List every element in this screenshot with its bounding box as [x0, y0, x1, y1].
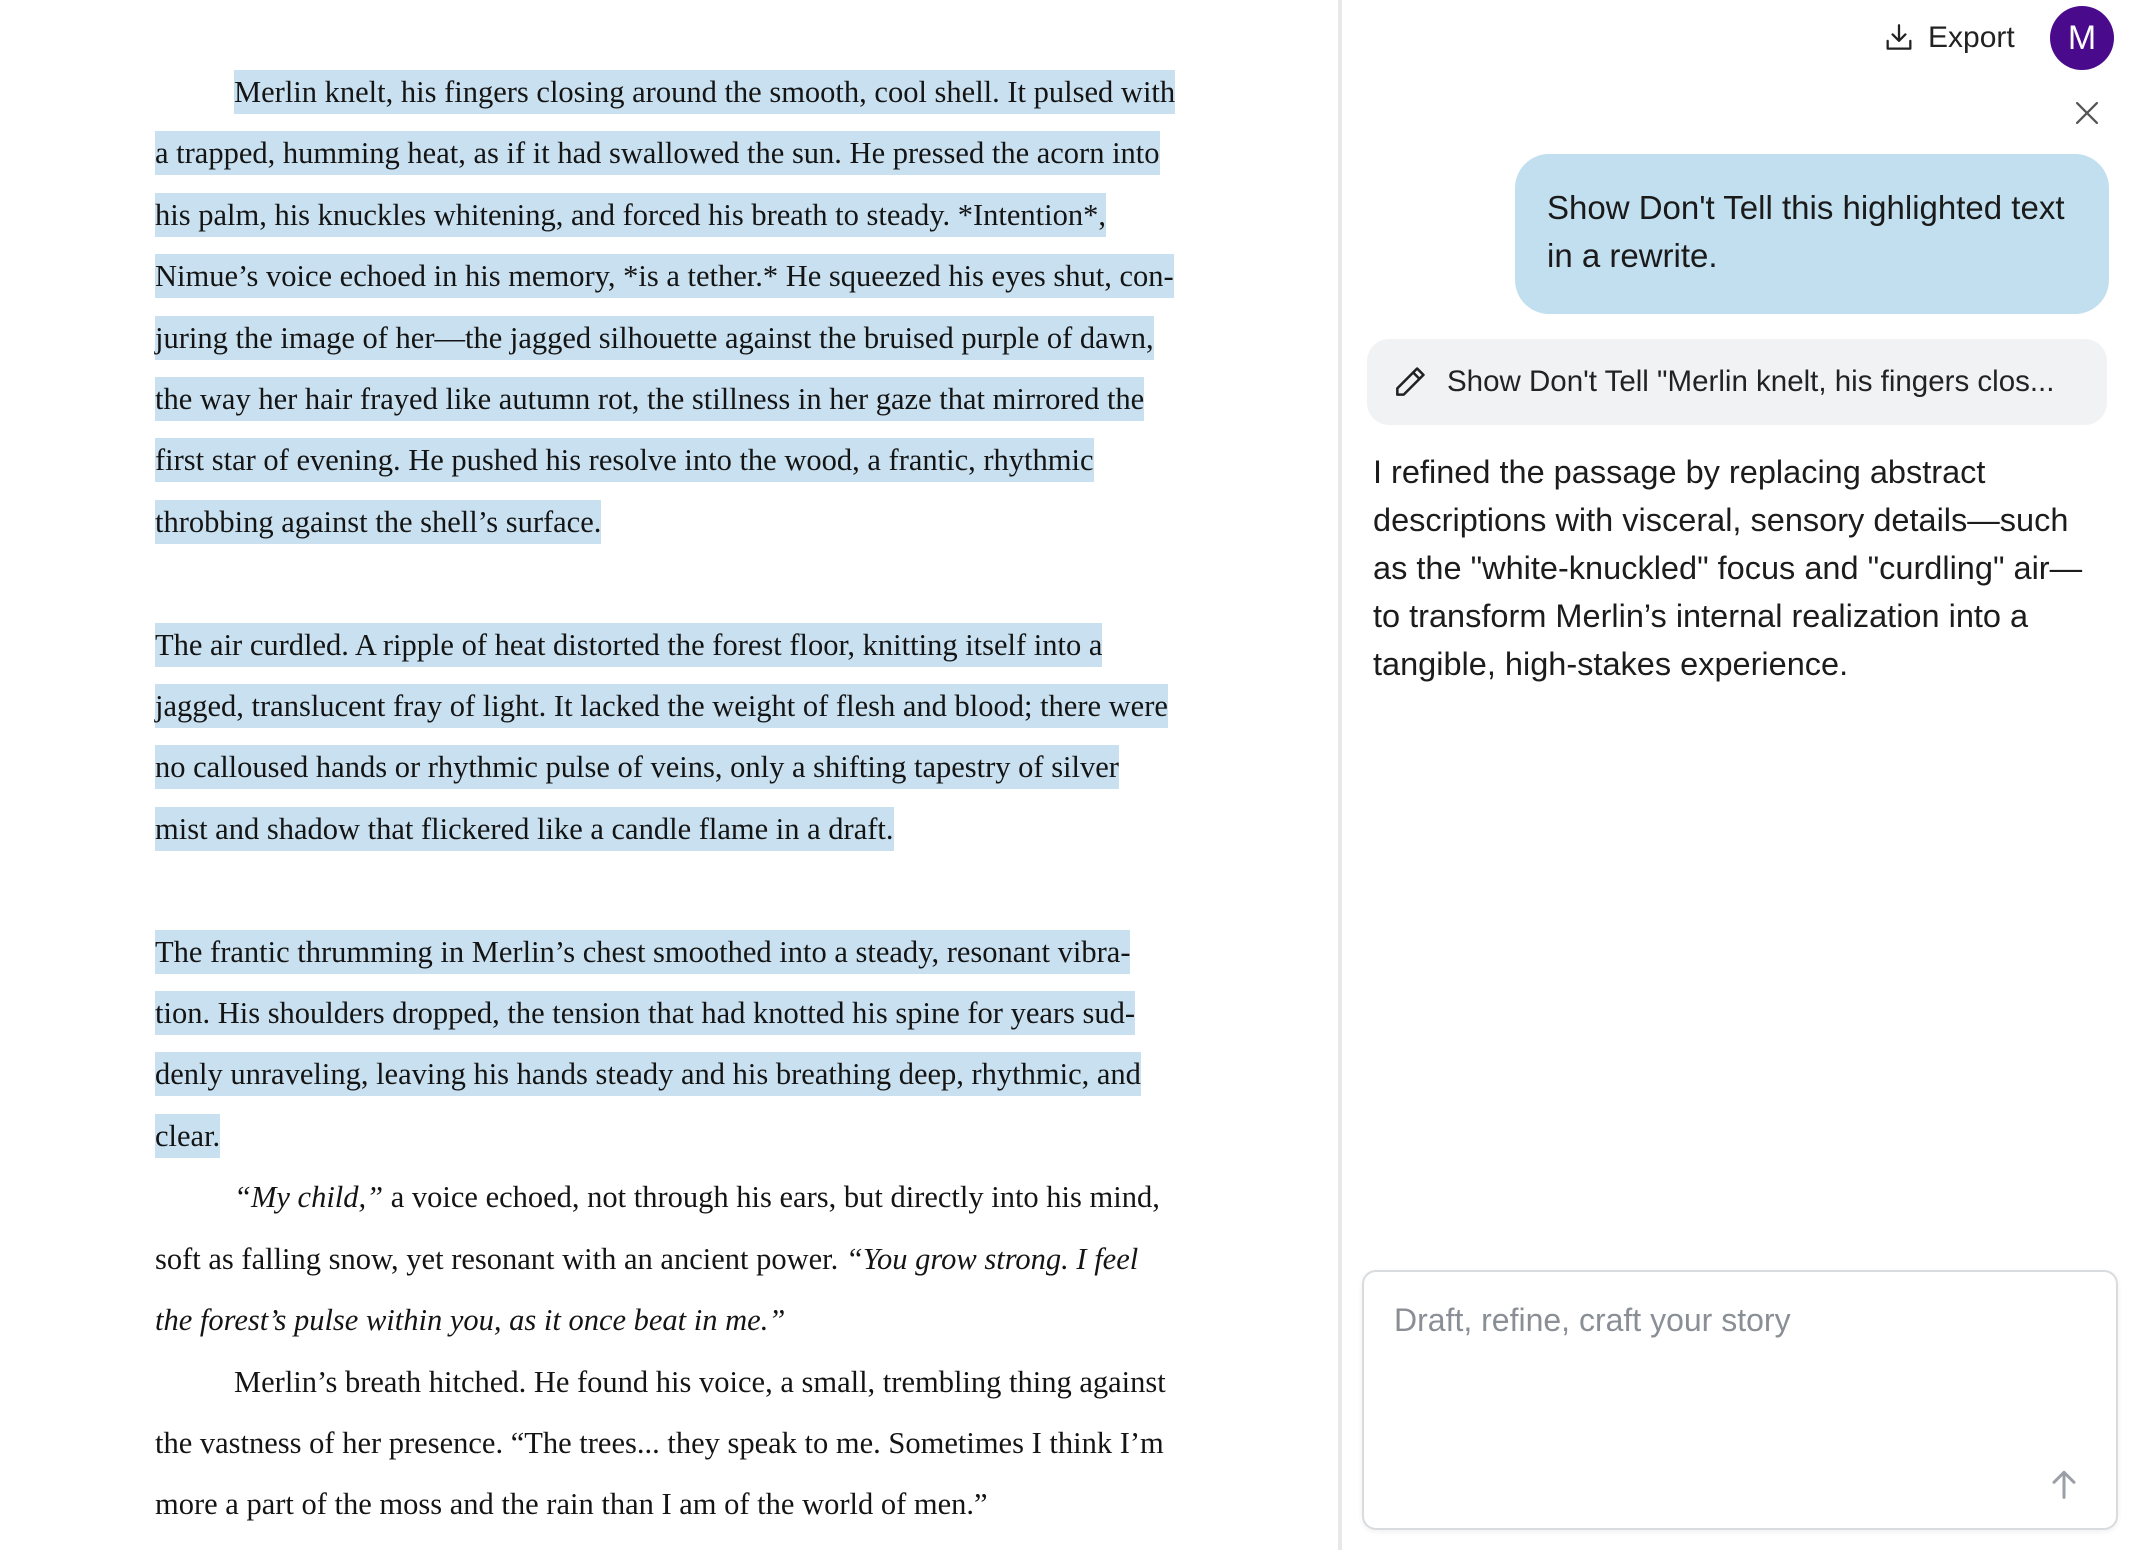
dialogue-italic: “You grow strong. I feel: [845, 1241, 1139, 1276]
highlighted-line: denly unraveling, leaving his hands steady and his breathing deep, rhythmic, and: [155, 1052, 1141, 1096]
highlighted-line: The frantic thrumming in Merlin’s chest smoothed into a steady, resonant vibra-: [155, 930, 1130, 974]
assistant-reply: [1373, 448, 2088, 688]
paragraph-gap: [155, 860, 1195, 921]
paragraph-5: [155, 1352, 1195, 1413]
avatar-initial: M: [2067, 18, 2097, 57]
close-icon[interactable]: [2070, 96, 2104, 130]
document-body[interactable]: [155, 62, 1195, 1536]
highlighted-line: his palm, his knuckles whitening, and forced his breath to steady. *Intention*,: [155, 193, 1106, 237]
highlighted-line: juring the image of her—the jagged silhouette against the bruised purple of dawn,: [155, 316, 1154, 360]
highlighted-line: throbbing against the shell’s surface.: [155, 500, 601, 544]
highlighted-line: tion. His shoulders dropped, the tension that had knotted his spine for years sud-: [155, 991, 1135, 1035]
paragraph-5-cont: [155, 1413, 1195, 1536]
paragraph-1-cont: [155, 123, 1195, 553]
highlighted-line: clear.: [155, 1114, 220, 1158]
export-button[interactable]: [1882, 14, 2015, 62]
paragraph-gap: [155, 553, 1195, 614]
paragraph-text: soft as falling snow, yet resonant with an ancient power.: [155, 1241, 846, 1276]
highlighted-line: jagged, translucent fray of light. It lacked the weight of flesh and blood; there were: [155, 684, 1168, 728]
composer-input[interactable]: [1394, 1302, 2074, 1339]
highlighted-line: the way her hair frayed like autumn rot, the stillness in her gaze that mirrored the: [155, 377, 1144, 421]
highlighted-line: first star of evening. He pushed his resolve into the wood, a frantic, rhythmic: [155, 438, 1094, 482]
paragraph-2: [155, 615, 1195, 861]
highlighted-line: no calloused hands or rhythmic pulse of veins, only a shifting tapestry of silver: [155, 745, 1119, 789]
avatar[interactable]: [2050, 6, 2114, 70]
assistant-panel: [1342, 0, 2138, 1550]
highlighted-line: mist and shadow that flickered like a candle flame in a draft.: [155, 807, 894, 851]
assistant-reply-text: I refined the passage by replacing abstract descriptions with visceral, sensory details—such as the "white-knuckled" focus and "curdling" air—to transform Merlin’s internal realization into a tangible, high-stakes experience.: [1373, 454, 2083, 682]
paragraph-4: [155, 1167, 1195, 1228]
download-icon: [1882, 21, 1916, 55]
highlighted-line: The air curdled. A ripple of heat distorted the forest floor, knitting itself into a: [155, 623, 1102, 667]
export-label: Export: [1928, 21, 2015, 54]
paragraph-text: Merlin’s breath hitched. He found his voice, a small, trembling thing against: [234, 1364, 1166, 1399]
paragraph-text: the vastness of her presence. “The trees... they speak to me. Sometimes I think I’m: [155, 1425, 1164, 1460]
dialogue-italic: the forest’s pulse within you, as it once beat in me.”: [155, 1303, 786, 1338]
dialogue-italic: “My child,”: [234, 1180, 384, 1215]
user-message-bubble: [1515, 154, 2109, 314]
highlighted-line: Nimue’s voice echoed in his memory, *is a tether.* He squeezed his eyes shut, con-: [155, 254, 1174, 298]
paragraph-3: [155, 922, 1195, 1168]
action-chip-label: Show Don't Tell "Merlin knelt, his fingers clos...: [1447, 365, 2055, 398]
composer: [1362, 1270, 2118, 1530]
highlighted-line: Merlin knelt, his fingers closing around the smooth, cool shell. It pulsed with: [234, 70, 1175, 114]
paragraph-1: [155, 62, 1195, 123]
rewrite-action-chip[interactable]: [1367, 339, 2107, 425]
highlighted-line: a trapped, humming heat, as if it had swallowed the sun. He pressed the acorn into: [155, 131, 1160, 175]
paragraph-4-cont: [155, 1229, 1195, 1352]
arrow-up-icon[interactable]: [2044, 1464, 2084, 1504]
user-message-text: Show Don't Tell this highlighted text in a rewrite.: [1547, 189, 2065, 274]
paragraph-text: more a part of the moss and the rain than I am of the world of men.”: [155, 1487, 988, 1522]
pencil-icon: [1391, 363, 1429, 401]
paragraph-text: a voice echoed, not through his ears, but directly into his mind,: [383, 1180, 1160, 1215]
